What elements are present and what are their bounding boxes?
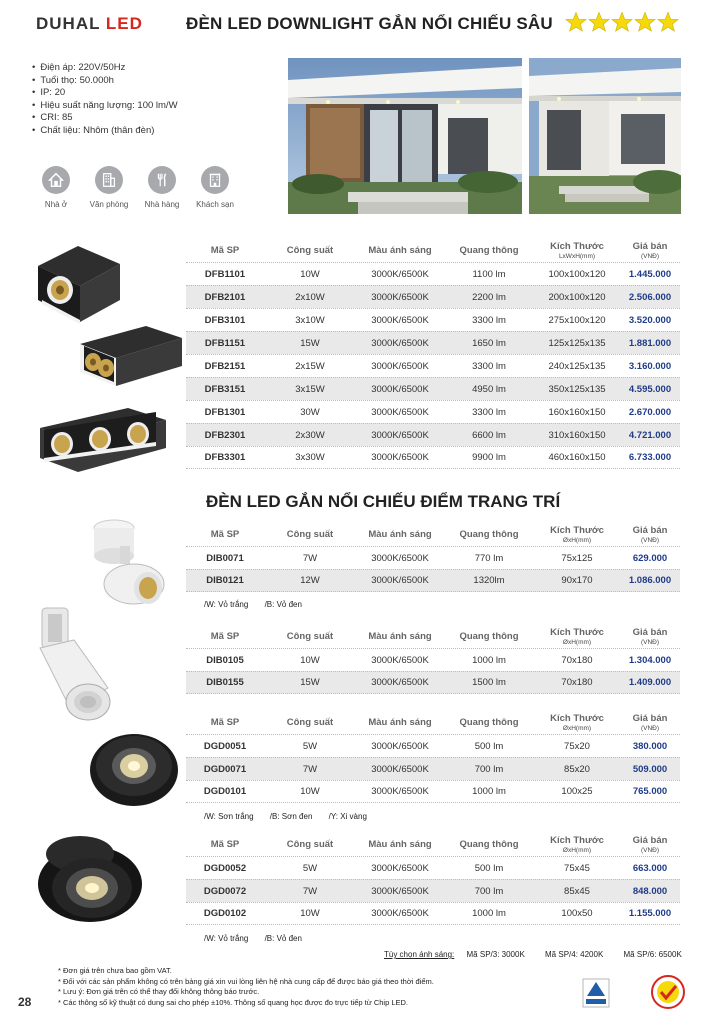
cell-color: 3000K/6500K <box>371 314 429 326</box>
table-header <box>186 522 680 546</box>
cell-color: 3000K/6500K <box>371 740 429 752</box>
brand-logo <box>36 14 143 34</box>
cell-color: 3000K/6500K <box>371 862 429 874</box>
cell-power: 7W <box>302 763 318 775</box>
application-label: Văn phòng <box>89 200 129 209</box>
cell-size: 90x170 <box>561 575 593 586</box>
cell-power: 5W <box>302 740 318 752</box>
star-icon <box>657 11 679 33</box>
header-price-unit: (VNĐ) <box>640 846 660 854</box>
table-row <box>186 671 680 694</box>
header-price-label: Giá bán <box>632 240 668 252</box>
cell-flux: 700 lm <box>474 763 504 775</box>
cell-price: 509.000 <box>632 763 668 775</box>
cell-color: 3000K/6500K <box>371 552 429 564</box>
header-price <box>620 525 680 544</box>
header-price-label: Giá bán <box>632 712 668 724</box>
cell-color: 3000K/6500K <box>371 360 429 372</box>
application-label: Nhà ở <box>44 200 68 209</box>
light-option: Mã SP/6: 6500K <box>623 950 682 959</box>
cell-size: 100x25 <box>561 786 593 797</box>
cell-power: 3x15W <box>295 383 325 395</box>
cell-color: 3000K/6500K <box>371 786 429 797</box>
star-icon <box>565 11 587 33</box>
spec-item: • IP: 20 <box>32 87 178 100</box>
cell-size: 100x100x120 <box>548 268 606 280</box>
cell-price: 3.520.000 <box>628 314 672 326</box>
table-row <box>186 856 680 879</box>
hotel-icon <box>201 166 229 194</box>
cell-flux: 6600 lm <box>472 429 506 441</box>
header-price-unit: (VNĐ) <box>640 724 660 732</box>
office-icon <box>95 166 123 194</box>
header-size-unit: ØxH(mm) <box>562 536 592 544</box>
cell-code: DFB2151 <box>204 360 246 372</box>
table-header <box>186 238 680 262</box>
cell-color: 3000K/6500K <box>371 575 429 586</box>
header-power: Công suất <box>286 630 334 642</box>
footnotes <box>58 966 434 1008</box>
finish-note <box>204 934 316 943</box>
cell-power: 3x10W <box>295 314 325 326</box>
finish-note <box>204 812 381 821</box>
quality-award-icon <box>650 974 686 1012</box>
cell-color: 3000K/6500K <box>371 337 429 349</box>
table-row <box>186 546 680 569</box>
header-color: Màu ánh sáng <box>368 244 432 256</box>
header-size <box>534 713 620 732</box>
cell-code: DFB2101 <box>204 291 246 303</box>
cell-flux: 1000 lm <box>472 908 506 919</box>
table-row <box>186 879 680 902</box>
header-flux: Quang thông <box>459 630 519 642</box>
table-row <box>186 423 680 446</box>
finish-note <box>204 600 316 609</box>
star-icon <box>634 11 656 33</box>
spot-price-table-dgd-deep <box>186 832 680 925</box>
header-power: Công suất <box>286 528 334 540</box>
header-size-unit: ØxH(mm) <box>562 724 592 732</box>
cell-size: 460x160x150 <box>548 452 606 463</box>
table-row <box>186 354 680 377</box>
footnote: * Lưu ý: Đơn giá trên có thể thay đổi không thông báo trước. <box>58 987 260 996</box>
cell-flux: 700 lm <box>474 885 504 897</box>
cell-flux: 2200 lm <box>472 291 506 303</box>
cell-size: 310x160x150 <box>548 429 606 441</box>
application-item <box>189 166 241 209</box>
note-item: /W: Vỏ trắng <box>204 934 249 943</box>
table-row <box>186 780 680 803</box>
star-icon <box>611 11 633 33</box>
cell-power: 5W <box>302 862 318 874</box>
light-option: Mã SP/3: 3000K <box>466 950 525 959</box>
note-item: /Y: Xi vàng <box>328 812 367 821</box>
table-row <box>186 331 680 354</box>
table-header <box>186 624 680 648</box>
cell-code: DGD0052 <box>203 862 247 874</box>
cell-price: 663.000 <box>632 862 668 874</box>
cell-code: DIB0105 <box>206 654 244 666</box>
cell-size: 75x45 <box>564 862 590 874</box>
cell-power: 10W <box>300 786 320 797</box>
cell-power: 2x10W <box>295 291 325 303</box>
product-image-dib-tube <box>36 604 114 733</box>
header-power: Công suất <box>286 838 334 850</box>
cell-code: DFB3301 <box>204 452 246 463</box>
cell-code: DFB1101 <box>204 268 246 280</box>
cell-color: 3000K/6500K <box>371 885 429 897</box>
header-color: Màu ánh sáng <box>368 716 432 728</box>
cell-size: 125x125x135 <box>548 337 606 349</box>
table-row <box>186 648 680 671</box>
header-code: Mã SP <box>210 716 240 728</box>
table-row <box>186 262 680 285</box>
restaurant-icon <box>148 166 176 194</box>
header-size-unit: ØxH(mm) <box>562 846 592 854</box>
note-item: /B: Sơn đen <box>269 812 313 821</box>
table-row <box>186 757 680 780</box>
cell-size: 85x20 <box>564 763 590 775</box>
footnote: * Các thông số kỹ thuật có dung sai cho phép ±10%. Thông số quang học được đo trực tiếp từ Chip LED. <box>58 997 408 1007</box>
header-price-label: Giá bán <box>632 626 668 638</box>
note-item: /W: Vỏ trắng <box>204 600 249 609</box>
header-size-unit: LxWxH(mm) <box>558 252 596 260</box>
header-size-label: Kích Thước <box>550 712 604 724</box>
header-price <box>620 241 680 260</box>
cell-flux: 500 lm <box>474 740 504 752</box>
cell-flux: 1500 lm <box>472 677 506 688</box>
spec-item: • Tuổi thọ: 50.000h <box>32 75 178 88</box>
cell-flux: 9900 lm <box>472 452 506 463</box>
cell-power: 3x30W <box>295 452 325 463</box>
cell-price: 1.409.000 <box>628 677 672 688</box>
header-size <box>534 525 620 544</box>
cell-code: DGD0071 <box>203 763 247 775</box>
cell-flux: 4950 lm <box>472 383 506 395</box>
cell-price: 3.160.000 <box>628 360 672 372</box>
header-size-unit: ØxH(mm) <box>562 638 592 646</box>
cell-price: 6.733.000 <box>628 452 672 463</box>
cell-code: DFB3151 <box>204 383 246 395</box>
light-option: Mã SP/4: 4200K <box>545 950 604 959</box>
header-color: Màu ánh sáng <box>368 528 432 540</box>
spot-price-table-dgd-flat <box>186 710 680 803</box>
footnote: * Đối với các sản phẩm không có trên bảng giá xin vui lòng liên hệ nhà cung cấp để được báo giá theo thời điểm. <box>58 976 434 986</box>
cell-size: 75x20 <box>564 740 590 752</box>
header-power: Công suất <box>286 244 334 256</box>
certification-badge-icon <box>582 978 610 1008</box>
spec-item: • Điện áp: 220V/50Hz <box>32 62 178 75</box>
note-item: /W: Sơn trắng <box>204 812 254 821</box>
application-label: Khách sạn <box>196 200 234 209</box>
light-options <box>384 950 682 959</box>
cell-color: 3000K/6500K <box>371 763 429 775</box>
table-header <box>186 832 680 856</box>
cell-price: 4.595.000 <box>628 383 672 395</box>
cell-size: 85x45 <box>564 885 590 897</box>
header-flux: Quang thông <box>459 528 519 540</box>
application-icons <box>30 166 242 209</box>
cell-power: 12W <box>300 575 320 586</box>
cell-power: 30W <box>300 406 320 418</box>
cell-color: 3000K/6500K <box>371 452 429 463</box>
table-row <box>186 902 680 925</box>
note-item: /B: Vỏ đen <box>264 934 302 943</box>
cell-code: DGD0102 <box>203 908 247 919</box>
spec-item: • CRI: 85 <box>32 112 178 125</box>
cell-flux: 3300 lm <box>472 314 506 326</box>
cell-color: 3000K/6500K <box>371 908 429 919</box>
cell-flux: 3300 lm <box>472 360 506 372</box>
cell-price: 1.086.000 <box>628 575 672 586</box>
product-image-dgd-flat <box>88 726 180 813</box>
header-size-label: Kích Thước <box>550 240 604 252</box>
header-size <box>534 241 620 260</box>
header-price-label: Giá bán <box>632 834 668 846</box>
cell-color: 3000K/6500K <box>371 429 429 441</box>
cell-price: 2.506.000 <box>628 291 672 303</box>
header-code: Mã SP <box>210 630 240 642</box>
page-number: 28 <box>18 995 32 1009</box>
cell-size: 70x180 <box>561 654 593 666</box>
cell-size: 100x50 <box>561 908 593 919</box>
cell-price: 1.304.000 <box>628 654 672 666</box>
architecture-photo <box>529 58 681 214</box>
cell-flux: 1000 lm <box>472 786 506 797</box>
cell-flux: 1650 lm <box>472 337 506 349</box>
section-title: ĐÈN LED GẮN NỔI CHIẾU ĐIỂM TRANG TRÍ <box>206 492 561 511</box>
header-color: Màu ánh sáng <box>368 838 432 850</box>
cell-code: DFB1301 <box>204 406 246 418</box>
cell-price: 4.721.000 <box>628 429 672 441</box>
cell-power: 2x30W <box>295 429 325 441</box>
cell-power: 15W <box>300 337 320 349</box>
cell-power: 10W <box>300 268 320 280</box>
cell-price: 380.000 <box>632 740 668 752</box>
header-flux: Quang thông <box>459 716 519 728</box>
application-item <box>136 166 188 209</box>
header-price-unit: (VNĐ) <box>640 536 660 544</box>
table-row <box>186 446 680 469</box>
light-options-label: Tùy chọn ánh sáng: <box>384 950 455 959</box>
header-size-label: Kích Thước <box>550 524 604 536</box>
cell-code: DIB0155 <box>206 677 244 688</box>
header-price-unit: (VNĐ) <box>640 252 660 260</box>
cell-price: 848.000 <box>632 885 668 897</box>
cell-flux: 1000 lm <box>472 654 506 666</box>
table-row <box>186 734 680 757</box>
cell-code: DGD0051 <box>203 740 247 752</box>
header-code: Mã SP <box>210 244 240 256</box>
spot-price-table-dib-a <box>186 522 680 592</box>
product-image-dgd-deep <box>34 830 144 931</box>
cell-price: 1.155.000 <box>628 908 672 919</box>
header-size-label: Kích Thước <box>550 834 604 846</box>
cell-price: 2.670.000 <box>628 406 672 418</box>
brand-name-led: LED <box>105 14 143 33</box>
table-row <box>186 285 680 308</box>
product-image-dib-white <box>90 516 172 615</box>
cell-price: 1.445.000 <box>628 268 672 280</box>
cell-flux: 1320lm <box>473 575 505 586</box>
header-price-unit: (VNĐ) <box>640 638 660 646</box>
cell-power: 15W <box>300 677 320 688</box>
cell-price: 765.000 <box>632 786 668 797</box>
cell-size: 160x160x150 <box>548 406 606 418</box>
page-title: ĐÈN LED DOWNLIGHT GẮN NỔI CHIẾU SÂU <box>186 14 553 33</box>
cell-power: 2x15W <box>295 360 325 372</box>
cell-power: 7W <box>302 885 318 897</box>
cell-price: 629.000 <box>632 552 668 564</box>
cell-flux: 770 lm <box>474 552 504 564</box>
header-power: Công suất <box>286 716 334 728</box>
cell-color: 3000K/6500K <box>371 654 429 666</box>
footnote: * Đơn giá trên chưa bao gồm VAT. <box>58 966 172 975</box>
header-flux: Quang thông <box>459 838 519 850</box>
header-code: Mã SP <box>210 528 240 540</box>
table-row <box>186 377 680 400</box>
spec-item: • Hiệu suất năng lượng: 100 lm/W <box>32 100 178 113</box>
application-item <box>30 166 82 209</box>
header-price <box>620 835 680 854</box>
application-label: Nhà hàng <box>144 200 180 209</box>
header-price <box>620 713 680 732</box>
cell-power: 10W <box>300 908 320 919</box>
header-code: Mã SP <box>210 838 240 850</box>
cell-code: DFB3101 <box>204 314 246 326</box>
header-color: Màu ánh sáng <box>368 630 432 642</box>
spec-list <box>32 62 178 138</box>
cell-size: 350x125x135 <box>548 383 606 395</box>
header-price <box>620 627 680 646</box>
header-flux: Quang thông <box>459 244 519 256</box>
header-size-label: Kích Thước <box>550 626 604 638</box>
cell-color: 3000K/6500K <box>371 268 429 280</box>
application-item <box>83 166 135 209</box>
cell-code: DFB2301 <box>204 429 246 441</box>
table-row <box>186 308 680 331</box>
header-size <box>534 627 620 646</box>
cell-color: 3000K/6500K <box>371 383 429 395</box>
cell-color: 3000K/6500K <box>371 406 429 418</box>
product-image-dfb-triple <box>38 404 168 479</box>
downlight-price-table <box>186 238 680 469</box>
cell-size: 275x100x120 <box>548 314 606 326</box>
cell-code: DGD0101 <box>203 786 247 797</box>
cell-flux: 3300 lm <box>472 406 506 418</box>
spec-item: • Chất liệu: Nhôm (thân đèn) <box>32 125 178 138</box>
cell-color: 3000K/6500K <box>371 291 429 303</box>
cell-power: 10W <box>300 654 320 666</box>
cell-code: DIB0121 <box>206 575 244 586</box>
architecture-photo <box>288 58 522 214</box>
cell-size: 75x125 <box>561 552 593 564</box>
cell-size: 200x100x120 <box>548 291 606 303</box>
rating-stars <box>565 11 679 33</box>
cell-color: 3000K/6500K <box>371 677 429 688</box>
cell-code: DIB0071 <box>206 552 244 564</box>
page-header <box>0 0 724 50</box>
cell-flux: 500 lm <box>474 862 504 874</box>
spot-price-table-dib-b <box>186 624 680 694</box>
cell-flux: 1100 lm <box>472 268 506 280</box>
cell-size: 240x125x135 <box>548 360 606 372</box>
table-row <box>186 569 680 592</box>
note-item: /B: Vỏ đen <box>264 600 302 609</box>
product-image-dfb-double <box>76 322 186 393</box>
table-row <box>186 400 680 423</box>
header-size <box>534 835 620 854</box>
star-icon <box>588 11 610 33</box>
house-icon <box>42 166 70 194</box>
brand-name: DUHAL <box>36 14 101 33</box>
cell-code: DGD0072 <box>203 885 247 897</box>
cell-code: DFB1151 <box>204 337 246 349</box>
header-price-label: Giá bán <box>632 524 668 536</box>
cell-size: 70x180 <box>561 677 593 688</box>
product-image-dfb-single <box>34 242 124 331</box>
table-header <box>186 710 680 734</box>
cell-power: 7W <box>302 552 318 564</box>
cell-price: 1.881.000 <box>628 337 672 349</box>
